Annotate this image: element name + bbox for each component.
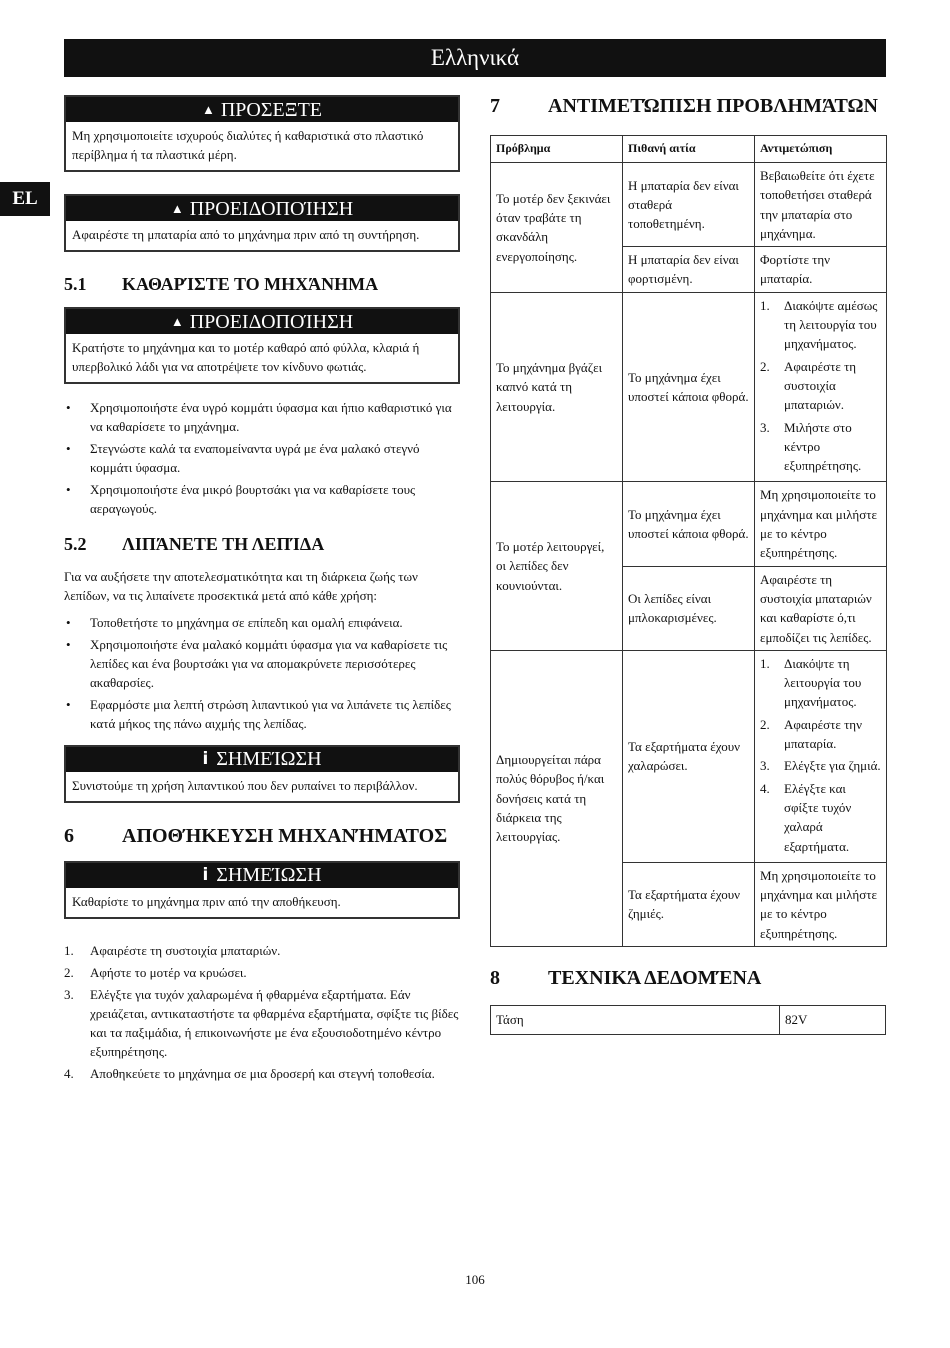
warning-title-1: ΠΡΟΕΙΔΟΠΟΊΗΣΗ <box>189 198 354 220</box>
cause-cell: Η μπαταρία δεν είναι φορτισμένη. <box>623 247 755 293</box>
list-item: • Εφαρμόστε μια λεπτή στρώση λιπαντικού για να λιπάνετε τις λεπίδες κατά μήκος της πάνω αιχμής της λεπίδας. <box>64 695 460 733</box>
section-5-1-heading: 5.1 ΚΑΘΑΡΊΣΤΕ ΤΟ ΜΗΧΆΝΗΜΑ <box>64 274 379 294</box>
cause-cell: Τα εξαρτήματα έχουν ζημιές. <box>623 862 755 946</box>
warning-triangle-icon: ▲ <box>170 314 184 329</box>
list-item: 1. Διακόψτε τη λειτουργία του μηχανήματος. <box>760 655 862 710</box>
lubricate-intro: Για να αυξήσετε την αποτελεσματικότητα και τη διάρκεια ζωής των λεπίδων, να τις λιπαίνετε προσεκτικά μετά από κάθε χρήση: <box>64 569 418 603</box>
list-item: 2. Αφαιρέστε την μπαταρία. <box>760 716 862 752</box>
note-text-1: Συνιστούμε τη χρήση λιπαντικού που δεν ρυπαίνει το περιβάλλον. <box>72 778 418 793</box>
table-header-row <box>491 136 887 163</box>
note-title-2: ΣΗΜΕΊΩΣΗ <box>216 864 322 886</box>
list-item: 3. Ελέγξτε για ζημιά. <box>760 758 881 774</box>
remedy-cell <box>755 292 887 482</box>
table-row <box>491 1005 886 1034</box>
section-7-heading: 7 ΑΝΤΙΜΕΤΏΠΙΣΗ ΠΡΟΒΛΗΜΆΤΩΝ <box>490 95 878 117</box>
technical-data-table <box>490 1005 886 1035</box>
list-item: • Χρησιμοποιήστε ένα μαλακό κομμάτι ύφασμα για να καθαρίσετε τις λεπίδες και ένα βουρτσάκι για να απομακρύνετε περισσότερες ακαθαρσίες. <box>64 635 460 692</box>
info-icon: i <box>202 865 209 885</box>
remedy-cell <box>755 650 887 862</box>
warning-triangle-icon: ▲ <box>201 102 215 117</box>
cause-cell: Η μπαταρία δεν είναι σταθερά τοποθετημένη. <box>623 163 755 247</box>
note-header-2 <box>66 863 458 888</box>
caution-text: Μη χρησιμοποιείτε ισχυρούς διαλύτες ή καθαριστικά στο πλαστικό περίβλημα ή τα πλαστικά μέρη. <box>72 128 424 162</box>
storage-steps <box>64 941 460 1083</box>
cause-cell: Το μηχάνημα έχει υποστεί κάποια φθορά. <box>623 482 755 566</box>
column-header: Αντιμετώπιση <box>755 136 887 163</box>
caution-box <box>64 95 460 172</box>
note-box-2 <box>64 861 460 919</box>
caution-title: ΠΡΟΣΕΞΤΕ <box>220 99 323 121</box>
note-title-1: ΣΗΜΕΊΩΣΗ <box>216 748 322 770</box>
warning-text-1: Αφαιρέστε τη μπαταρία από το μηχάνημα πριν από τη συντήρηση. <box>72 227 420 242</box>
warning-triangle-icon: ▲ <box>170 201 184 216</box>
problem-cell: Το μοτέρ λειτουργεί, οι λεπίδες δεν κουνιούνται. <box>491 482 623 650</box>
list-item: 2. Αφαιρέστε τη συστοιχία μπαταριών. <box>760 358 857 413</box>
list-item: • Τοποθετήστε το μηχάνημα σε επίπεδη και ομαλή επιφάνεια. <box>64 613 460 632</box>
warning-text-2: Κρατήστε το μηχάνημα και το μοτέρ καθαρό από φύλλα, κλαριά ή υπερβολικό λάδι για να αποτρέψετε τον κίνδυνο φωτιάς. <box>72 340 420 374</box>
cause-cell: Το μηχάνημα έχει υποστεί κάποια φθορά. <box>623 292 755 482</box>
remedy-cell: Φορτίστε την μπαταρία. <box>755 247 887 293</box>
list-item: • Χρησιμοποιήστε ένα υγρό κομμάτι ύφασμα και ήπιο καθαριστικό για να καθαρίσετε το μηχάνημα. <box>64 398 460 436</box>
column-header: Πιθανή αιτία <box>623 136 755 163</box>
cause-cell: Οι λεπίδες είναι μπλοκαρισμένες. <box>623 566 755 650</box>
cleaning-bullets <box>64 398 460 518</box>
spec-value: 82V <box>780 1005 886 1034</box>
caution-header <box>66 97 458 122</box>
list-item: • Στεγνώστε καλά τα εναπομείναντα υγρά με ένα μαλακό στεγνό κομμάτι ύφασμα. <box>64 439 460 477</box>
section-6-heading: 6 ΑΠΟΘΉΚΕΥΣΗ ΜΗΧΑΝΉΜΑΤΟΣ <box>64 825 448 847</box>
info-icon: i <box>202 749 209 769</box>
remedy-cell: Μη χρησιμοποιείτε το μηχάνημα και μιλήστε με το κέντρο εξυπηρέτησης. <box>755 862 887 946</box>
list-item: 3. Μιλήστε στο κέντρο εξυπηρέτησης. <box>760 419 862 474</box>
warning-header-1 <box>66 196 458 221</box>
troubleshooting-table <box>490 135 887 947</box>
page-header: Ελληνικά <box>64 39 886 77</box>
note-box-1 <box>64 745 460 803</box>
problem-cell: Το μηχάνημα βγάζει καπνό κατά τη λειτουργία. <box>491 292 623 482</box>
column-header: Πρόβλημα <box>491 136 623 163</box>
warning-box-2 <box>64 307 460 384</box>
remedy-cell: Βεβαιωθείτε ότι έχετε τοποθετήσει σταθερά την μπαταρία στο μηχάνημα. <box>755 163 887 247</box>
left-column <box>64 95 460 1086</box>
table-row <box>491 163 887 247</box>
section-8-heading: 8 ΤΕΧΝΙΚΆ ΔΕΔΟΜΈΝΑ <box>490 966 762 989</box>
page-number: 106 <box>465 1272 485 1287</box>
table-row <box>491 292 887 482</box>
note-text-2: Καθαρίστε το μηχάνημα πριν από την αποθήκευση. <box>72 894 341 909</box>
list-item: • Χρησιμοποιήστε ένα μικρό βουρτσάκι για να καθαρίσετε τους αεραγωγούς. <box>64 480 460 518</box>
remedy-steps <box>760 654 881 856</box>
right-column <box>490 95 886 1035</box>
warning-box-1 <box>64 194 460 252</box>
warning-title-2: ΠΡΟΕΙΔΟΠΟΊΗΣΗ <box>189 311 354 333</box>
spec-label: Τάση <box>491 1005 780 1034</box>
note-header-1 <box>66 747 458 772</box>
remedy-cell: Αφαιρέστε τη συστοιχία μπαταριών και καθαρίστε ό,τι εμποδίζει τις λεπίδες. <box>755 566 887 650</box>
language-tab: EL <box>0 182 50 216</box>
list-item: 4. Αποθηκεύετε το μηχάνημα σε μια δροσερή και στεγνή τοποθεσία. <box>64 1066 435 1081</box>
problem-cell: Δημιουργείται πάρα πολύς θόρυβος ή/και δονήσεις κατά τη διάρκεια της λειτουργίας. <box>491 650 623 946</box>
cause-cell: Τα εξαρτήματα έχουν χαλαρώσει. <box>623 650 755 862</box>
problem-cell: Το μοτέρ δεν ξεκινάει όταν τραβάτε τη σκανδάλη ενεργοποίησης. <box>491 163 623 293</box>
table-row <box>491 650 887 862</box>
section-5-2-heading: 5.2 ΛΙΠΆΝΕΤΕ ΤΗ ΛΕΠΊΔΑ <box>64 534 325 554</box>
list-item: 1. Αφαιρέστε τη συστοιχία μπαταριών. <box>64 943 281 958</box>
lubricate-bullets <box>64 613 460 733</box>
list-item: 1. Διακόψτε αμέσως τη λειτουργία του μηχανήματος. <box>760 297 878 352</box>
list-item: 2. Αφήστε το μοτέρ να κρυώσει. <box>64 965 247 980</box>
remedy-steps <box>760 296 881 476</box>
warning-header-2 <box>66 309 458 334</box>
table-row <box>491 482 887 566</box>
list-item: 4. Ελέγξτε και σφίξτε τυχόν χαλαρά εξαρτήματα. <box>760 780 852 854</box>
list-item: 3. Ελέγξτε για τυχόν χαλαρωμένα ή φθαρμένα εξαρτήματα. Εάν χρειάζεται, αντικαταστήστε τα φθαρμένα εξαρτήματα, σφίξτε τις βίδες και τα παξιμάδια, ή επικοινωνήστε με ένα εξουσιοδοτημένο κέντρο εξυπηρέτησης. <box>64 987 459 1059</box>
remedy-cell: Μη χρησιμοποιείτε το μηχάνημα και μιλήστε με το κέντρο εξυπηρέτησης. <box>755 482 887 566</box>
